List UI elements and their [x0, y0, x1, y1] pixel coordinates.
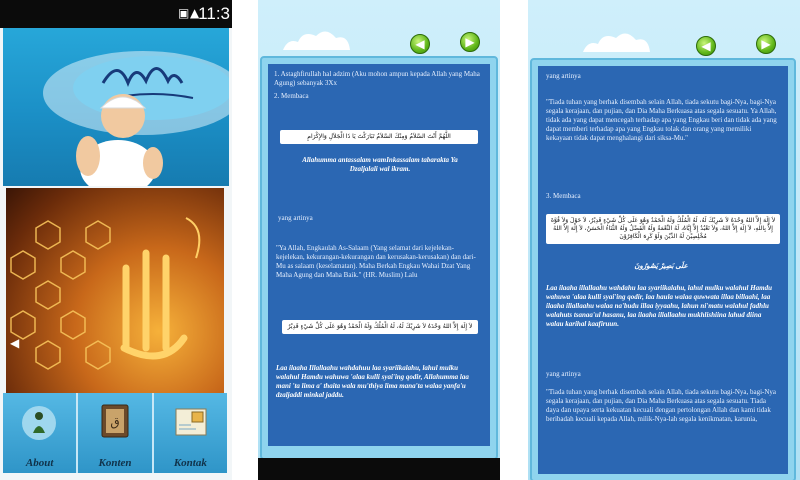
content-card	[530, 58, 796, 480]
arabic-caption: علَى بَصِيرْ يَصُورُونَ	[634, 262, 688, 270]
content-panel	[268, 64, 490, 446]
nav-kontak-button[interactable]	[154, 393, 227, 473]
content-panel	[538, 66, 788, 474]
next-page-button[interactable]	[460, 32, 480, 52]
nav-about-button[interactable]	[3, 393, 78, 473]
allah-calligraphy-image[interactable]	[6, 188, 224, 393]
phone-content-screen-1	[258, 0, 500, 480]
bottom-nav	[3, 393, 227, 473]
banner-illustration	[3, 28, 229, 186]
sim-icon: ▣	[178, 6, 190, 20]
nav-about-label: About	[25, 457, 54, 469]
arabic-prayer-3: لاَ إِلَهَ إِلاَّ اللهُ وَحْدَهُ لاَ شَرِيْكَ لَهُ، لَهُ الْمُلْكُ وَلَهُ الْحَمْدُ وَهُوَ عَلَى كُلِّ شَيْءٍ قَدِيْرٌ، لاَ حَوْلَ وَلاَ قُوَّةَ إِلاَّ بِاللهِ، لاَ إِلَهَ إِلاَّ اللهُ، وَلاَ نَعْبُدُ إِلاَّ إِيَّاهُ، لَهُ النِّعْمَةُ وَلَهُ الْفَضْلُ وَلَهُ الثَّنَاءُ الْحَسَنُ، لاَ إِلَهَ إِلاَّ اللهُ مُخْلِصِيْنَ لَهُ الدِّيْنَ وَلَوْ كَرِهَ الْكَافِرُوْنَ	[546, 214, 780, 244]
arrow-left-icon: ◀	[415, 37, 425, 51]
yang-artinya-label: yang artinya	[546, 72, 581, 80]
quran-book-icon	[100, 403, 130, 439]
status-time: 11:3	[198, 4, 230, 23]
transliteration-2: Laa ilaaha Illallaahu wahdahuu laa syariikalahu, lahul mulku walahul Hamdu wahuwa 'alaa kulli syai'ing qodir, Allahumma laa mani 'ta lima a' thaita wala mu'thiya lima mana'ta walaa yanfa'u dzaljaddi minkal jaddu.	[276, 364, 469, 399]
meaning-1: "Tiada tuhan yang berhak disembah selain Allah, tiada sekutu bagi-Nya, bagi-Nya segala kerajaan, dan pujian, dan Dia Maha Berkuasa atas segala sesuatu. Ya Allah, tidak ada yang dapat mencegah terhadap apa yang Engkau beri dan tidak ada yang dapat memberi terhadap apa yang Engkau tolak dan orang yang memiliki kekayaan tidak dapat menghalangi dari siksa-Mu."	[546, 98, 777, 142]
item-2	[274, 92, 484, 101]
meaning-1: "Ya Allah, Engkaulah As-Salaam (Yang selamat dari kejelekan-kejelekan, kekurangan-kekurangan dan kerusakan-kerusakan) dan dari-Mu as salaam (keselamatan). Maha Berkah Engkau Wahai Dzat Yang Maha Agung dan Maha Baik." (HR. Muslim) Lalu	[276, 244, 476, 279]
transliteration: Laa ilaaha illallaahu wahdahu laa syariikalahu, lahul mulku walahul Hamdu wahuwa 'alaa kulli syai'ing qodir, laa haula walaa quwwata illaa billaahi, laa ilaaha illallaahu walaa na'budu illaa iyyaahu, lahun ni'matu walahul fadhlu walahuts tsanaa'ul hasanu, laa ilaaha illallaahu mukhlishiina lahud diina walau karihal kaafiruun.	[546, 284, 773, 328]
next-page-button[interactable]	[756, 34, 776, 54]
arrow-left-icon: ◀	[701, 39, 711, 53]
meaning-2: "Tiada tuhan yang berhak disembah selain Allah, tiada sekutu bagi-Nya, bagi-Nya segala kerajaan, dan pujian, dan Dia Maha Berkuasa atas segala sesuatu. Tiada daya dan upaya serta kekuatan kecuali dengan pertolongan Allah dan kami tidak beribadah kecuali kepada Allah, milik-Nya-lah segala kenikmatan, karunia,	[546, 388, 777, 423]
yang-artinya-label-2: yang artinya	[546, 370, 581, 378]
nav-kontak-label: Kontak	[173, 457, 207, 469]
transliteration-1: Allahumma antassalam wamInkassalam tabarakta Ya Dzaljalali wal ikram.	[302, 156, 458, 173]
header-banner	[3, 28, 229, 186]
phone-content-screen-2	[528, 0, 800, 480]
yang-artinya-label: yang artinya	[278, 214, 313, 222]
stamp-envelope-icon	[174, 403, 208, 439]
signal-icon: ▲	[190, 6, 200, 20]
content-card	[260, 56, 498, 460]
status-bar	[0, 0, 232, 28]
prev-page-button[interactable]	[410, 34, 430, 54]
prev-page-button[interactable]	[696, 36, 716, 56]
arabic-prayer-1: اللَّهُمَّ أَنْتَ السَّلاَمُ وَمِنْكَ السَّلاَمُ تَبَارَكْتَ يَا ذَا الْجَلاَلِ وَالإِكْرَامِ	[280, 130, 478, 144]
item-1	[274, 70, 484, 88]
svg-text:ق: ق	[110, 415, 120, 429]
item-2-text: 2. Membaca	[274, 92, 309, 100]
cloud-decoration	[578, 28, 668, 54]
arrow-right-icon: ▶	[761, 37, 771, 51]
nav-konten-button[interactable]	[78, 393, 153, 473]
calligraphy-art	[6, 188, 224, 393]
cloud-decoration	[278, 26, 368, 52]
person-praying-icon	[21, 405, 57, 441]
arabic-prayer-2: لاَ إِلَهَ إِلاَّ اللهُ وَحْدَهُ لاَ شَرِيْكَ لَهُ، لَهُ الْمُلْكُ وَلَهُ الْحَمْدُ وَهُوَ عَلَى كُلِّ شَيْءٍ قَدِيْرٌ	[282, 320, 478, 334]
arrow-right-icon: ▶	[465, 35, 475, 49]
phone-home-screen	[0, 0, 232, 480]
gallery-prev-icon[interactable]: ◀	[10, 336, 20, 350]
nav-konten-label: Konten	[98, 457, 132, 469]
system-bottom-bar	[258, 458, 500, 480]
item-1-text: 1. Astaghfirullah hal adzim (Aku mohon ampun kepada Allah yang Maha Agung) sebanyak 3Xx	[274, 70, 480, 87]
step-3: 3. Membaca	[546, 192, 581, 200]
